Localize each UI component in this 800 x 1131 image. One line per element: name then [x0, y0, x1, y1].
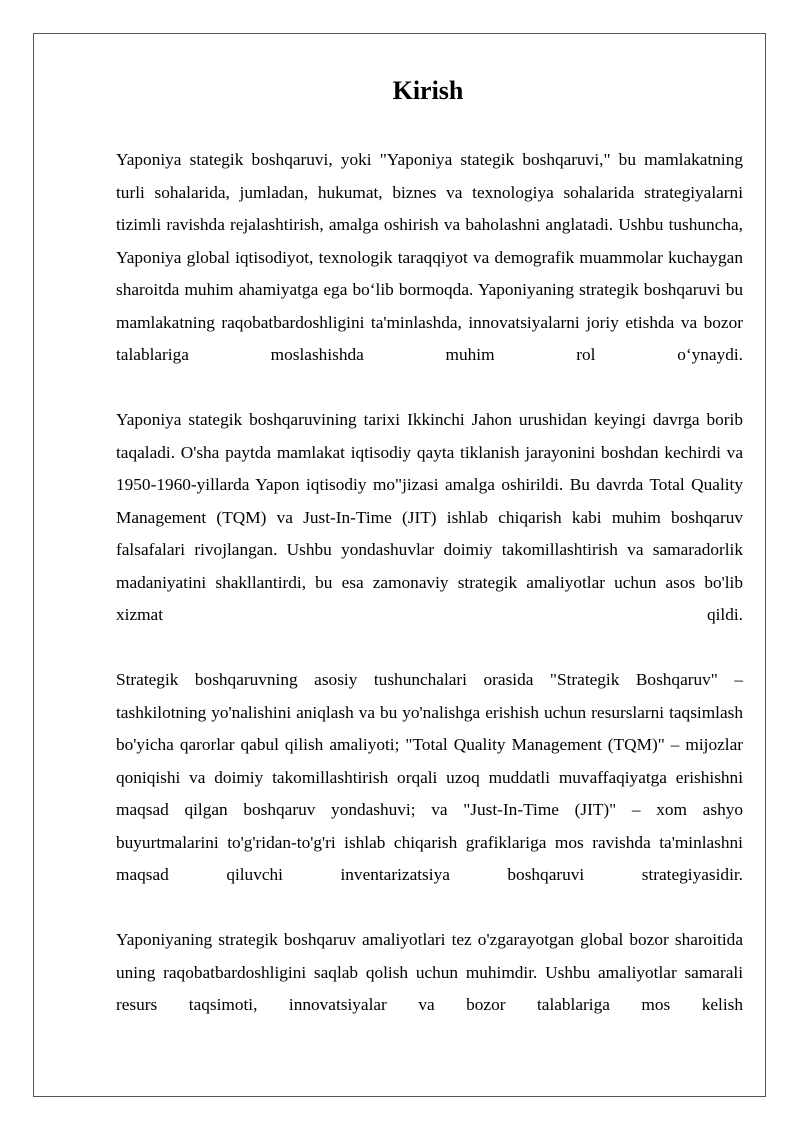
document-title: Kirish	[392, 76, 464, 105]
paragraph-history: Yaponiya stategik boshqaruvining tarixi Ikkinchi Jahon urushidan keyingi davrga borib taqaladi. O'sha paytda mamlakat iqtisodiy qayta tiklanish jarayonini boshdan kechirdi va 1950-1960-yillarda Yapon iqtisodiy mo"jizasi amalga oshirildi. Bu davrda Total Quality Management (TQM) va Just-In-Time (JIT) ishlab chiqarish kabi muhim boshqaruv falsafalari rivojlangan. Ushbu yondashuvlar doimiy takomillashtirish va samaradorlik madaniyatini shakllantirdi, bu esa zamonaviy strategik amaliyotlar uchun asos bo'lib xizmat qildi.	[116, 410, 743, 624]
paragraph-importance: Yaponiyaning strategik boshqaruv amaliyotlari tez o'zgarayotgan global bozor sharoitida uning raqobatbardoshligini saqlab qolish uchun muhimdir. Ushbu amaliyotlar samarali resurs taqsimoti, innovatsiyalar va bozor talablariga mos kelish	[116, 930, 743, 1014]
document-body	[116, 144, 743, 1022]
paragraph-introduction: Yaponiya stategik boshqaruvi, yoki "Yaponiya stategik boshqaruvi," bu mamlakatning turli sohalarida, jumladan, hukumat, biznes va texnologiya sohalarida strategiyalarni tizimli ravishda rejalashtirish, amalga oshirish va baholashni anglatadi. Ushbu tushuncha, Yaponiya global iqtisodiyot, texnologik taraqqiyot va demografik muammolar kuchaygan sharoitda muhim ahamiyatga ega bo‘lib bormoqda. Yaponiyaning strategik boshqaruvi bu mamlakatning raqobatbardoshligini ta'minlashda, innovatsiyalarni joriy etishda va bozor talablariga moslashishda muhim rol o‘ynaydi.	[116, 150, 743, 364]
paragraph-concepts: Strategik boshqaruvning asosiy tushunchalari orasida "Strategik Boshqaruv" – tashkilotning yo'nalishini aniqlash va bu yo'nalishga erishish uchun resurslarni taqsimlash bo'yicha qarorlar qabul qilish amaliyoti; "Total Quality Management (TQM)" – mijozlar qoniqishi va doimiy takomillashtirish orqali uzoq muddatli muvaffaqiyatga erishishni maqsad qilgan boshqaruv yondashuvi; va "Just-In-Time (JIT)" – xom ashyo buyurtmalarini to'g'ridan-to'g'ri ishlab chiqarish grafiklariga mos ravishda ta'minlashni maqsad qiluvchi inventarizatsiya boshqaruvi strategiyasidir.	[116, 670, 743, 884]
